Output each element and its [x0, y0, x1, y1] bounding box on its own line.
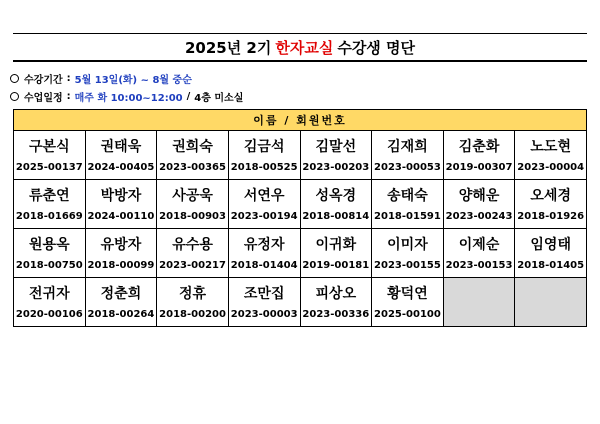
member-id: 2024-00405 [87, 161, 155, 173]
info-schedule-room: 4층 미소실 [194, 93, 244, 104]
student-name: 정휴 [179, 285, 207, 302]
student-cell [228, 131, 300, 180]
student-cell [14, 278, 86, 327]
student-cell [300, 180, 372, 229]
student-name: 김재희 [387, 138, 428, 155]
student-name: 김금석 [243, 138, 285, 155]
student-name: 박방자 [100, 187, 142, 204]
empty-cell [443, 278, 515, 327]
title-suffix: 수강생 명단 [337, 38, 416, 57]
student-name: 유정자 [243, 236, 285, 253]
member-id: 2023-00004 [517, 161, 585, 173]
student-name: 사공욱 [172, 187, 213, 204]
student-cell [85, 131, 157, 180]
member-id: 2018-00814 [302, 210, 370, 222]
student-name: 성옥경 [315, 187, 357, 204]
student-cell [443, 131, 515, 180]
member-id: 2020-00106 [15, 308, 83, 320]
student-name: 오세경 [530, 187, 571, 204]
member-id: 2018-01669 [15, 210, 83, 222]
member-id: 2018-00099 [87, 259, 155, 271]
student-cell [228, 229, 300, 278]
info-period [10, 71, 192, 86]
member-id: 2023-00153 [445, 259, 513, 271]
student-name: 유방자 [100, 236, 142, 253]
roster-body [14, 131, 587, 327]
student-name: 권태욱 [100, 138, 142, 155]
student-name: 노도현 [530, 138, 571, 155]
student-name: 김춘화 [458, 138, 500, 155]
student-name: 피상오 [315, 285, 357, 302]
member-id: 2018-00200 [159, 308, 226, 320]
student-cell [157, 180, 229, 229]
student-cell [300, 131, 372, 180]
member-id: 2023-00053 [374, 161, 441, 173]
student-cell [157, 131, 229, 180]
member-id: 2023-00194 [230, 210, 298, 222]
student-cell [372, 229, 444, 278]
member-id: 2019-00181 [302, 259, 370, 271]
member-id: 2018-01926 [517, 210, 585, 222]
student-name: 양해운 [458, 187, 500, 204]
student-cell [14, 229, 86, 278]
table-row [14, 131, 587, 180]
member-id: 2025-00100 [374, 308, 441, 320]
student-cell [85, 278, 157, 327]
student-name: 이귀화 [315, 236, 357, 253]
member-id: 2018-00264 [87, 308, 155, 320]
title-highlight: 한자교실 [275, 38, 334, 57]
member-id: 2018-01405 [517, 259, 585, 271]
table-row [14, 180, 587, 229]
title-prefix: 2025년 2기 [184, 38, 272, 57]
info-separator: / [186, 91, 191, 102]
info-schedule-value: 매주 화 10:00~12:00 [74, 93, 183, 104]
member-id: 2023-00243 [445, 210, 513, 222]
student-cell [515, 180, 587, 229]
student-name: 김말선 [315, 138, 357, 155]
student-cell [157, 229, 229, 278]
table-row [14, 278, 587, 327]
member-id: 2023-00365 [159, 161, 226, 173]
member-id: 2023-00217 [159, 259, 226, 271]
student-name: 정춘희 [100, 285, 142, 302]
member-id: 2018-00750 [15, 259, 83, 271]
student-cell [228, 278, 300, 327]
member-id: 2018-00525 [230, 161, 298, 173]
student-cell [372, 131, 444, 180]
student-name: 구본식 [29, 138, 70, 155]
bullet-circle-icon [10, 92, 19, 101]
bullet-circle-icon [10, 74, 19, 83]
info-schedule-label: 수업일정 [24, 93, 63, 104]
student-cell [14, 180, 86, 229]
member-id: 2023-00003 [230, 308, 298, 320]
member-id: 2018-00903 [159, 210, 226, 222]
student-name: 조만집 [243, 285, 285, 302]
member-id: 2024-00110 [87, 210, 155, 222]
student-cell [157, 278, 229, 327]
student-name: 이미자 [387, 236, 428, 253]
student-cell [515, 229, 587, 278]
student-name: 권희숙 [172, 138, 213, 155]
table-header: 이름 / 회원번호 [14, 110, 587, 131]
student-name: 전귀자 [29, 285, 70, 302]
student-cell [300, 278, 372, 327]
member-id: 2025-00137 [15, 161, 83, 173]
member-id: 2023-00155 [374, 259, 441, 271]
info-period-value: 5월 13일(화) ~ 8월 중순 [74, 75, 192, 86]
student-name: 송태숙 [387, 187, 428, 204]
student-name: 원용옥 [29, 236, 70, 253]
student-cell [228, 180, 300, 229]
info-separator: : [66, 73, 71, 84]
member-id: 2018-01591 [374, 210, 441, 222]
student-roster-table [13, 109, 587, 327]
student-name: 임영태 [530, 236, 571, 253]
member-id: 2023-00203 [302, 161, 370, 173]
member-id: 2019-00307 [445, 161, 513, 173]
info-schedule [10, 89, 243, 104]
student-cell [372, 278, 444, 327]
student-cell [300, 229, 372, 278]
student-cell [85, 180, 157, 229]
page-title [13, 33, 587, 62]
table-row [14, 229, 587, 278]
student-name: 황덕연 [387, 285, 428, 302]
member-id: 2018-01404 [230, 259, 298, 271]
info-period-label: 수강기간 [24, 75, 63, 86]
student-name: 유수용 [172, 236, 213, 253]
student-cell [14, 131, 86, 180]
student-cell [85, 229, 157, 278]
member-id: 2023-00336 [302, 308, 370, 320]
student-name: 서연우 [243, 187, 285, 204]
student-cell [443, 180, 515, 229]
empty-cell [515, 278, 587, 327]
student-cell [443, 229, 515, 278]
student-name: 류춘연 [29, 187, 70, 204]
student-cell [372, 180, 444, 229]
info-separator: : [66, 91, 71, 102]
student-cell [515, 131, 587, 180]
student-name: 이제순 [458, 236, 500, 253]
